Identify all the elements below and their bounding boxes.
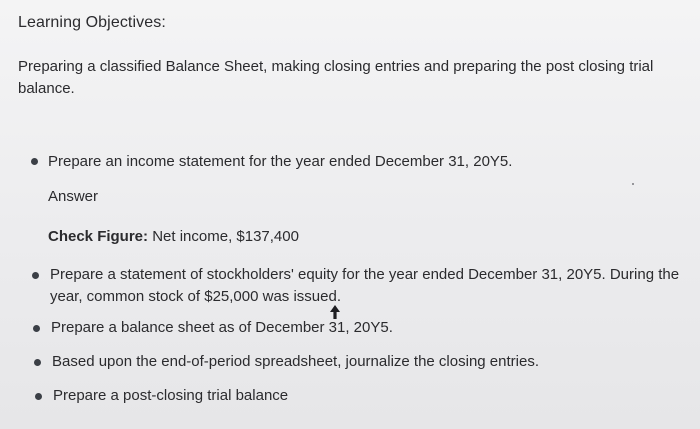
bullet-icon <box>33 325 40 332</box>
check-figure-line <box>48 226 299 248</box>
objective-5-text: Prepare a post-closing trial balance <box>53 387 289 404</box>
objective-4-text: Based upon the end-of-period spreadsheet, journalize the closing entries. <box>52 353 539 370</box>
check-figure-value: Net income, $137,400 <box>148 228 299 245</box>
objective-3-text: Prepare a balance sheet as of December 31, 20Y5. <box>51 319 393 336</box>
section-heading: Learning Objectives: <box>18 14 166 31</box>
mouse-cursor-icon <box>330 305 340 319</box>
answer-label: Answer <box>48 188 99 205</box>
objective-2-text: Prepare a statement of stockholders' equity for the year ended December 31, 20Y5. During the year, common stock of $25,000 was issued. <box>50 266 680 305</box>
objective-1-text: Prepare an income statement for the year ended December 31, 20Y5. <box>48 153 513 170</box>
bullet-icon <box>35 393 42 400</box>
bullet-icon <box>31 158 38 165</box>
check-figure-label: Check Figure: <box>48 228 149 245</box>
dust-speck <box>632 183 634 185</box>
bullet-icon <box>34 359 41 366</box>
intro-paragraph: Preparing a classified Balance Sheet, making closing entries and preparing the post closing trial balance. <box>18 58 654 97</box>
bullet-icon <box>32 272 39 279</box>
